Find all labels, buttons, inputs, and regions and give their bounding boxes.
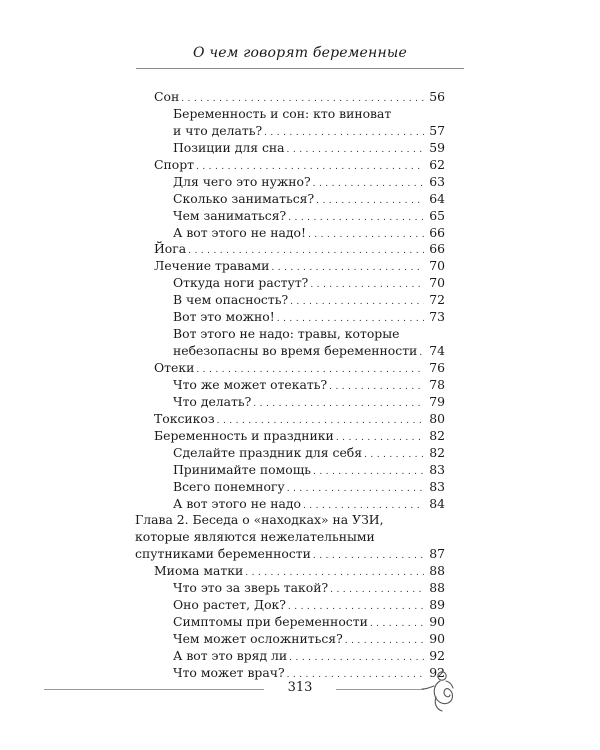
toc-entry-title: Йога (154, 241, 187, 257)
toc-entry-page: 82 (429, 427, 445, 443)
toc-entry-title: Сон (154, 89, 180, 104)
toc-entry-title: А вот этого не надо (173, 495, 301, 511)
toc-entry-title: небезопасны во время беременности (173, 343, 418, 359)
toc-entry-title: Отеки (154, 360, 195, 375)
toc-entry-page: 83 (429, 478, 445, 494)
toc-entry-page: 88 (429, 580, 445, 596)
toc-entry-page: 70 (429, 258, 445, 274)
toc-entry-page: 92 (429, 664, 445, 680)
toc-entry-title: Беременность и сон: кто виноват (173, 105, 392, 121)
toc-entry-title: А вот этого не надо! (173, 224, 306, 240)
toc-entry-title: Всего понемногу (173, 478, 285, 494)
toc-entry (173, 309, 445, 326)
toc-entry-page: 59 (429, 139, 445, 155)
toc-entry (135, 546, 445, 563)
toc-entry (173, 123, 445, 140)
toc-entry-title: Что может врач? (173, 664, 285, 680)
toc-entry (154, 241, 445, 258)
toc-entry-page: 87 (429, 546, 445, 562)
toc-entry (173, 377, 445, 394)
toc-entry (173, 275, 445, 292)
toc-entry-page: 90 (429, 614, 445, 630)
toc-entry-title: Беременность и праздники (154, 427, 334, 443)
toc-entry (173, 225, 445, 242)
toc-entry-page: 89 (429, 597, 445, 613)
toc-entry-page: 72 (429, 292, 445, 308)
toc-entry-title: Чем заниматься? (173, 207, 287, 223)
toc-entry (173, 496, 445, 513)
toc-entry-page: 66 (429, 224, 445, 240)
toc-entry-title: Вот это можно! (173, 309, 275, 325)
toc-entry-title: В чем опасность? (173, 292, 289, 308)
pregnant-silhouette-icon (420, 664, 464, 713)
toc-entry-title: Оно растет, Док? (173, 597, 286, 613)
toc-entry-title: и что делать? (173, 122, 263, 138)
toc-entry-title: Откуда ноги растут? (173, 275, 309, 291)
toc-entry-title: Что это за зверь такой? (173, 580, 329, 596)
toc-entry-title: Лечение травами (154, 258, 270, 274)
toc-entry-page: 79 (429, 393, 445, 409)
toc-entry (173, 106, 445, 123)
toc-entry-page: 64 (429, 190, 445, 206)
footer-divider-right (336, 689, 424, 690)
footer-divider-left (44, 689, 264, 690)
toc-entry (154, 258, 445, 275)
toc-entry-title: Миома матки (154, 563, 244, 579)
toc-entry (173, 343, 445, 360)
toc-entry (173, 208, 445, 225)
toc-entry-title: Токсикоз (154, 410, 215, 426)
toc-entry-page: 63 (429, 173, 445, 189)
toc-entry (173, 174, 445, 191)
toc-entry-title: А вот это вряд ли (173, 647, 288, 663)
toc-entry (173, 597, 445, 614)
toc-entry (173, 292, 445, 309)
toc-entry (154, 411, 445, 428)
toc-entry-page: 70 (429, 275, 445, 291)
toc-entry-page: 88 (429, 563, 445, 579)
toc-entry (173, 326, 445, 343)
toc-entry (135, 512, 445, 529)
toc-entry (154, 157, 445, 174)
toc-entry (135, 529, 445, 546)
toc-entry-title: которые являются нежелательными (135, 529, 375, 545)
toc-entry-page: 80 (429, 410, 445, 426)
toc-entry-page: 76 (429, 360, 445, 375)
toc-entry-title: Чем может осложниться? (173, 631, 343, 646)
toc-entry-page: 92 (429, 647, 445, 663)
toc-entry-page: 83 (429, 461, 445, 477)
toc-entry (173, 631, 445, 648)
toc-entry-title: Позиции для сна (173, 139, 285, 155)
toc-entry (154, 360, 445, 377)
toc-entry (173, 462, 445, 479)
toc-entry-title: Что делать? (173, 393, 252, 409)
toc-entry-title: спутниками беременности (135, 546, 311, 562)
toc-entry-title: Спорт (154, 156, 194, 172)
toc-entry (173, 614, 445, 631)
toc-entry-title: Что же может отекать? (173, 376, 328, 392)
toc-entry-page: 62 (429, 156, 445, 172)
toc-entry (173, 580, 445, 597)
toc-entry-title: Для чего это нужно? (173, 173, 311, 189)
toc-entry (154, 563, 445, 580)
toc-entry-page: 65 (429, 207, 445, 223)
toc-entry (173, 191, 445, 208)
toc-entry-page: 74 (429, 343, 445, 359)
header-divider (136, 68, 464, 69)
toc-entry-title: Глава 2. Беседа о «находках» на УЗИ, (135, 512, 384, 528)
toc-entry-page: 73 (429, 309, 445, 325)
toc-entry-page: 66 (429, 241, 445, 257)
toc-entry (173, 648, 445, 665)
toc-entry-page: 78 (429, 376, 445, 392)
toc-entry (154, 89, 445, 106)
toc-entry-page: 56 (429, 89, 445, 104)
toc-entry-page: 82 (429, 444, 445, 460)
toc-entry (173, 479, 445, 496)
page-number: 313 (287, 680, 313, 695)
toc-entry-title: Сколько заниматься? (173, 190, 315, 206)
toc-entry (173, 140, 445, 157)
toc-entry (173, 394, 445, 411)
toc-entry-page: 57 (429, 122, 445, 138)
toc-entry (173, 445, 445, 462)
toc-entry (154, 428, 445, 445)
toc-entry-title: Симптомы при беременности (173, 614, 368, 630)
running-title: О чем говорят беременные (193, 45, 407, 61)
toc-entry-page: 84 (429, 495, 445, 511)
toc-entry-title: Вот этого не надо: травы, которые (173, 326, 400, 342)
toc-entry-title: Принимайте помощь (173, 461, 312, 477)
toc-entry-title: Сделайте праздник для себя (173, 444, 363, 460)
table-of-contents (135, 89, 445, 682)
toc-entry-page: 90 (429, 631, 445, 646)
